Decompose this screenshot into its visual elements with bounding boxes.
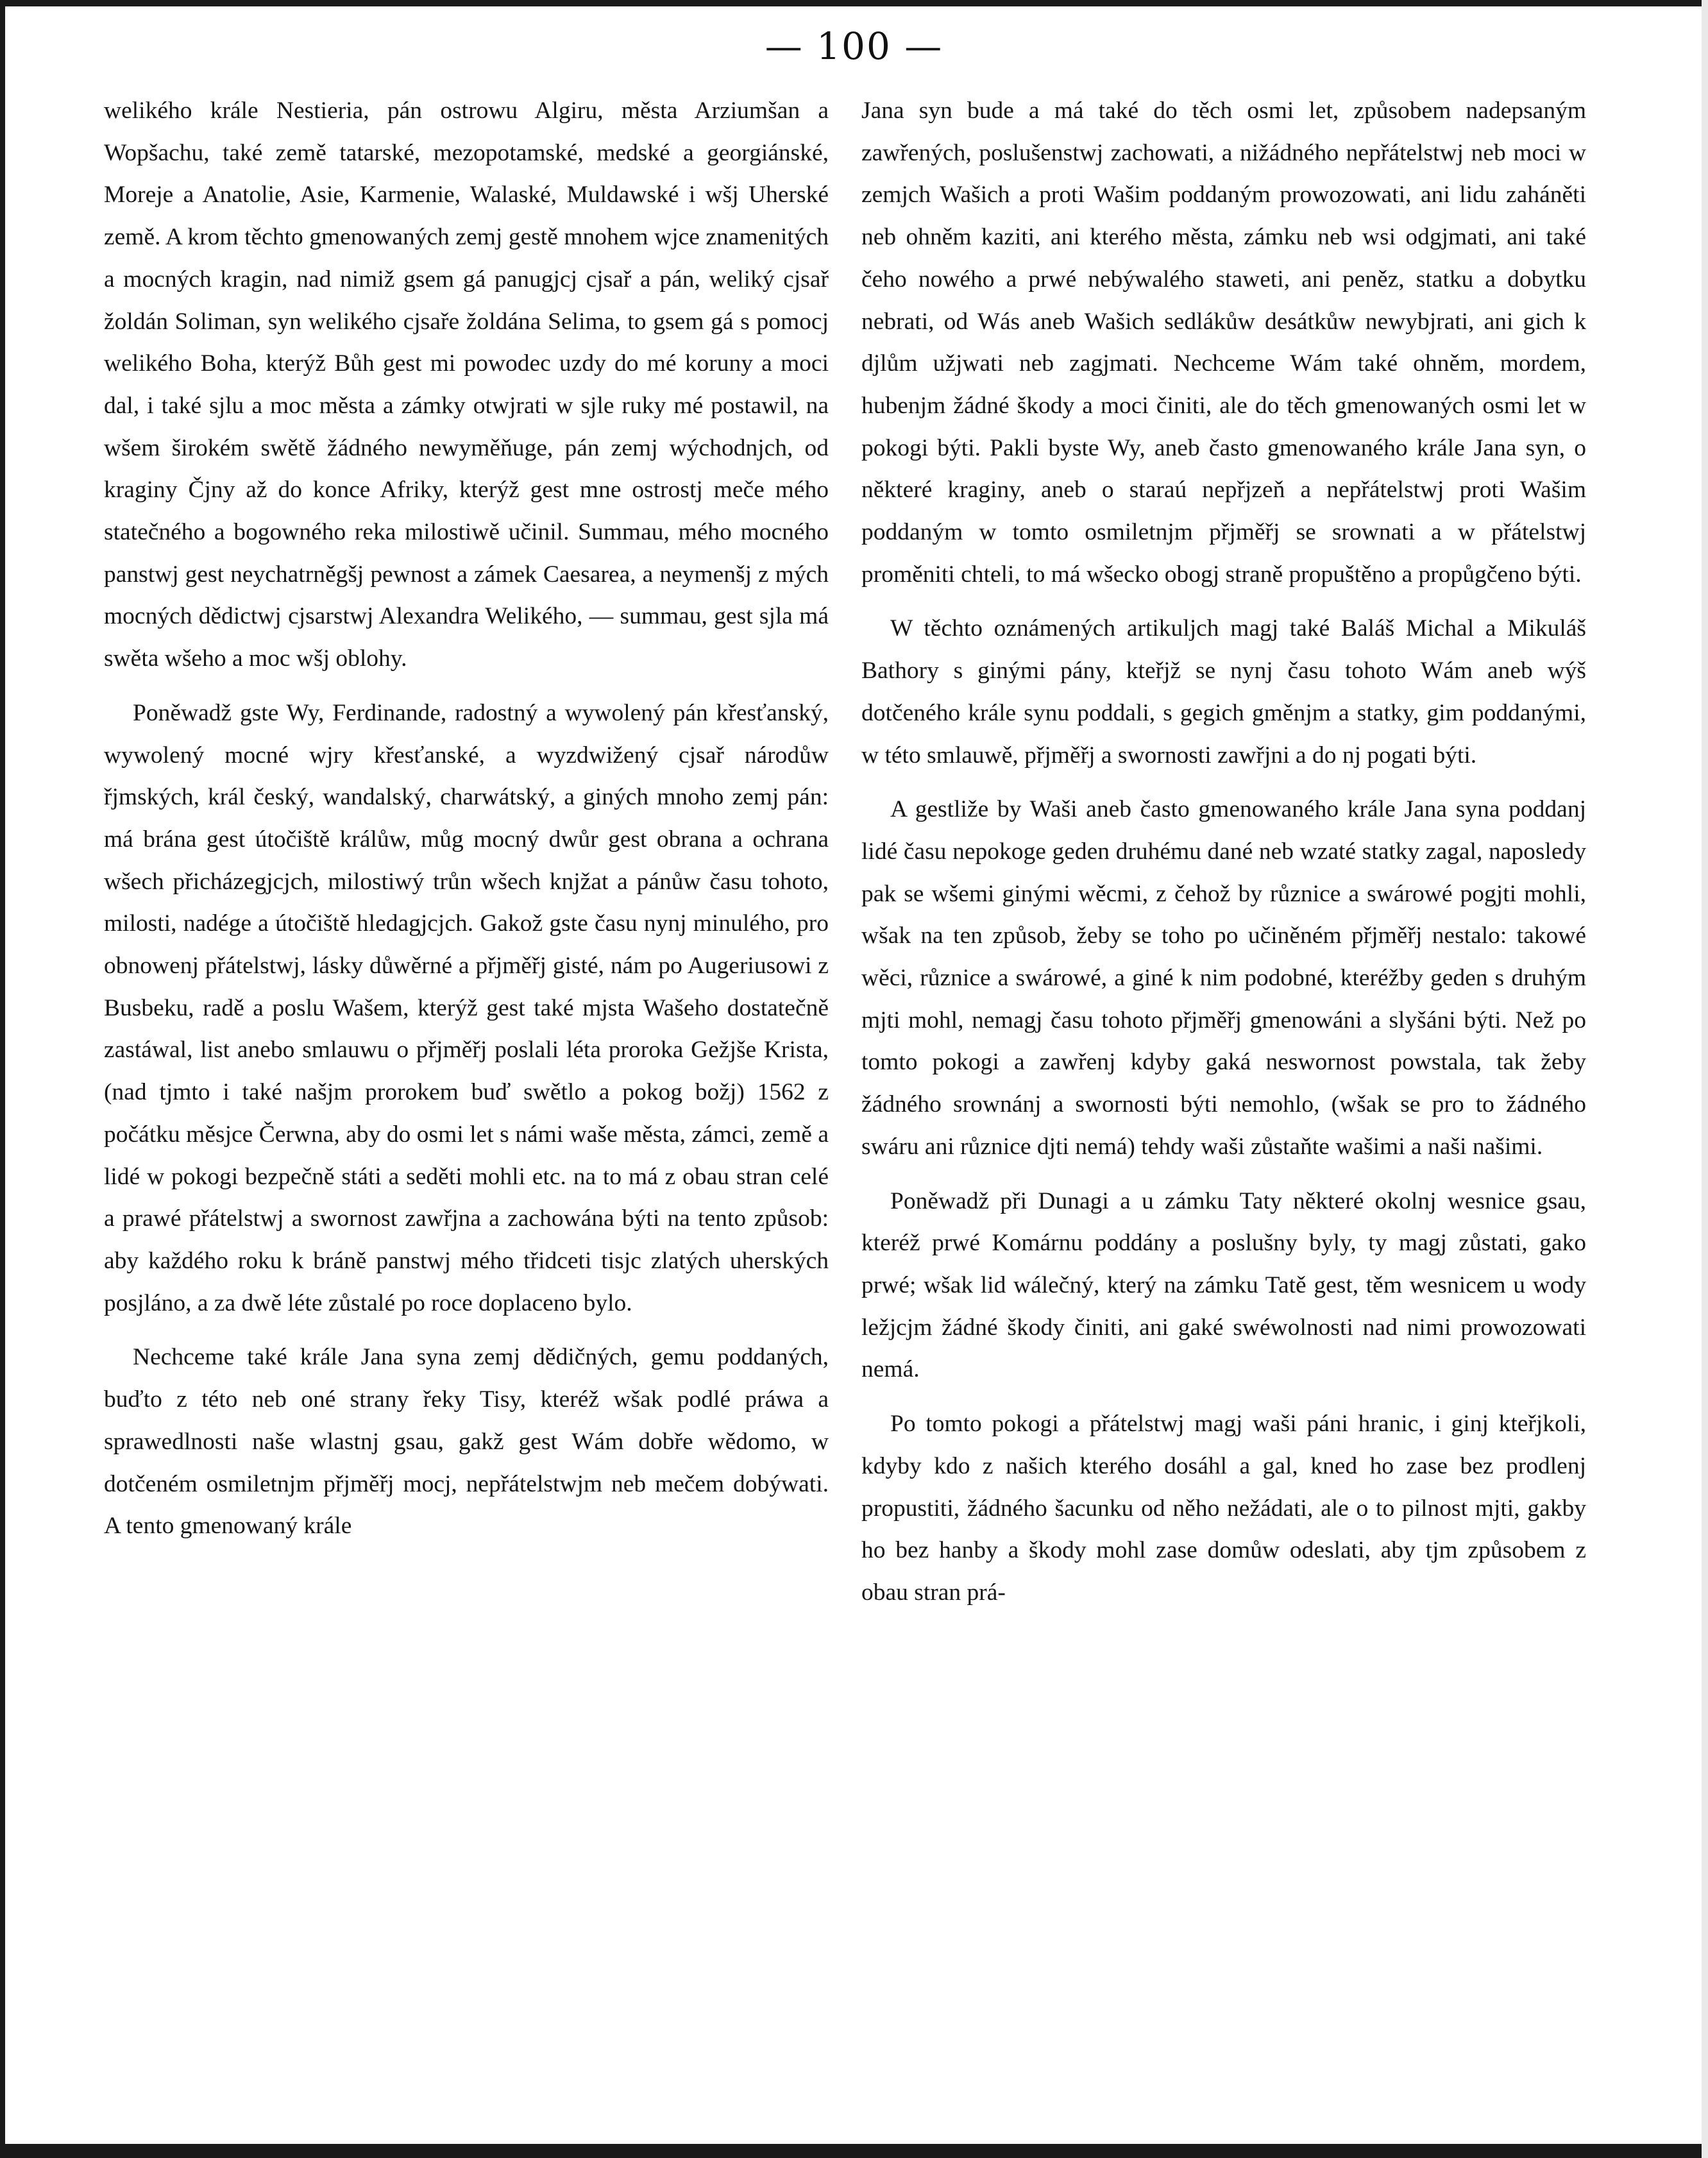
paragraph: W těchto oznámených artikuljch magj také Baláš Michal a Mikuláš Bathory s ginými pány, kteřjž se nynj času tohoto Wám aneb wýš dotčeného krále synu poddali, s gegich gměnjm a statky, gim poddanými, w této smlauwě, přjměřj a swornosti zawřjni a do nj pogati býti.	[861, 615, 1586, 769]
paragraph: Nechceme také krále Jana syna zemj dědičných, gemu poddaných, buďto z této neb oné strany řeky Tisy, kteréž wšak podlé práwa a sprawedlnosti naše wlastnj gsau, gakž gest Wám dobře wědomo, w dotčeném osmiletnjm přjměřj mocj, nepřátelstwjm neb mečem dobýwati. A tento gmenowaný krále	[104, 1344, 829, 1540]
paragraph: Jana syn bude a má také do těch osmi let, způsobem nadepsaným zawřených, poslušenstwj zachowati, a nižádného nepřátelstwj neb moci w zemjch Wašich a proti Wašim poddaným prowozowati, ani lidu zaháněti neb ohněm kaziti, ani kterého města, zámku neb wsi odgjmati, ani také čeho nowého a prwé nebýwalého staweti, ani peněz, statku a dobytku nebrati, od Wás aneb Wašich sedlákůw desátkůw newybjrati, ani gich k djlům užjwati neb zagjmati. Nechceme Wám také ohněm, mordem, hubenjm žádné škody a moci činiti, ale do těch gmenowaných osmi let w pokogi býti. Pakli byste Wy, aneb často gmenowaného krále Jana syn, o některé kraginy, aneb o staraú nepřjzeň a nepřátelstwj proti Wašim poddaným w tomto osmiletnjm přjměřj se srownati a w přátelstwj proměniti chteli, to má wšecko obogj straně propuštěno a propůgčeno býti.	[861, 98, 1586, 588]
right-column	[861, 90, 1586, 2091]
paragraph: Poněwadž při Dunagi a u zámku Taty některé okolnj wesnice gsau, kteréž prwé Komárnu poddány a poslušny byly, ty magj zůstati, gako prwé; wšak lid wálečný, který na zámku Tatě gest, těm wesnicem u wody ležjcjm žádné škody činiti, ani gaké swéwolnosti nad nimi prowozowati nemá.	[861, 1187, 1586, 1383]
left-column	[104, 90, 829, 2091]
page-number: — 100 —	[765, 24, 943, 68]
paragraph: Po tomto pokogi a přátelstwj magj waši páni hranic, i ginj kteřjkoli, kdyby kdo z našich kterého dosáhl a gal, kned ho zase bez prodlenj propustiti, žádného šacunku od něho nežádati, ale o to pilnost mjti, gakby ho bez hanby a škody mohl zase domůw odeslati, aby tjm způsobem z obau stran prá-	[861, 1411, 1586, 1606]
paragraph: Poněwadž gste Wy, Ferdinande, radostný a wywolený pán křesťanský, wywolený mocné wjry křesťanské, a wyzdwižený cjsař národůw řjmských, král český, wandalský, charwátský, a giných mnoho zemj pán: má brána gest útočiště králůw, můg mocný dwůr gest obrana a ochrana wšech přicházegjcjch, milostiwý trůn wšech knjžat a pánůw času tohoto, milosti, nadége a útočiště hledagjcjch. Gakož gste času nynj minulého, pro obnowenj přátelstwj, lásky důwěrné a přjměřj gisté, nám po Augeriusowi z Busbeku, radě a poslu Wašem, kterýž gest také mjsta Wašeho dostatečně zastáwal, list anebo smlauwu o přjměřj poslali léta proroka Gežjše Krista, (nad tjmto i také našjm prorokem buď swětlo a pokog božj) 1562 z počátku měsjce Čerwna, aby do osmi let s námi waše města, zámci, země a lidé w pokogi bezpečně státi a seděti mohli etc. na to má z obau stran celé a prawé přátelstwj a swornost zawřjna a zachowána býti na tento způsob: aby každého roku k bráně panstwj mého třidceti tisjc zlatých uherských posjláno, a za dwě léte zůstalé po roce doplaceno bylo.	[104, 699, 829, 1316]
page-edge	[1702, 0, 1708, 2158]
paragraph: welikého krále Nestieria, pán ostrowu Algiru, města Arziumšan a Wopšachu, také země tatarské, mezopotamské, medské a georgiánské, Moreje a Anatolie, Asie, Karmenie, Walaské, Muldawské i wšj Uherské země. A krom těchto gmenowaných zemj gestě mnohem wjce znamenitých a mocných kragin, nad nimiž gsem gá panugjcj cjsař a pán, weliký cjsař žoldán Soliman, syn welikého cjsaře žoldána Selima, to gsem gá s pomocj welikého Boha, kterýž Bůh gest mi powodec uzdy do mé koruny a moci dal, i také sjlu a moc města a zámky otwjrati w sjle ruky mé postawil, na wšem širokém swětě žádného newyměňuge, pán zemj wýchodnjch, od kraginy Čjny až do konce Afriky, kterýž gest mne ostrostj meče mého statečného a bogowného reka milostiwě učinil. Summau, mého mocného panstwj gest neychatrněgšj pewnost a zámek Caesarea, a neymenšj z mých mocných dědictwj cjsarstwj Alexandra Welikého, — summau, gest sjla má swěta wšeho a moc wšj oblohy.	[104, 98, 829, 672]
paragraph: A gestliže by Waši aneb často gmenowaného krále Jana syna poddanj lidé času nepokoge geden druhému dané neb wzaté statky zagal, naposledy pak se wšemi ginými wěcmi, z čehož by různice a swárowé pogjti mohli, wšak na ten způsob, žeby se toho po učiněném přjměřj nestalo: takowé wěci, různice a swárowé, a giné k nim podobné, kteréžby geden s druhým mjti mohl, nemagj času tohoto přjměřj gmenowáni a slyšáni býti. Než po tomto pokogi a zawřenj kdyby gaká neswornost powstala, tak žeby žádného srownánj a swornosti býti nemohlo, (wšak se pro to žádného swáru ani různice djti nemá) tehdy waši zůstaňte wašimi a naši našimi.	[861, 796, 1586, 1160]
